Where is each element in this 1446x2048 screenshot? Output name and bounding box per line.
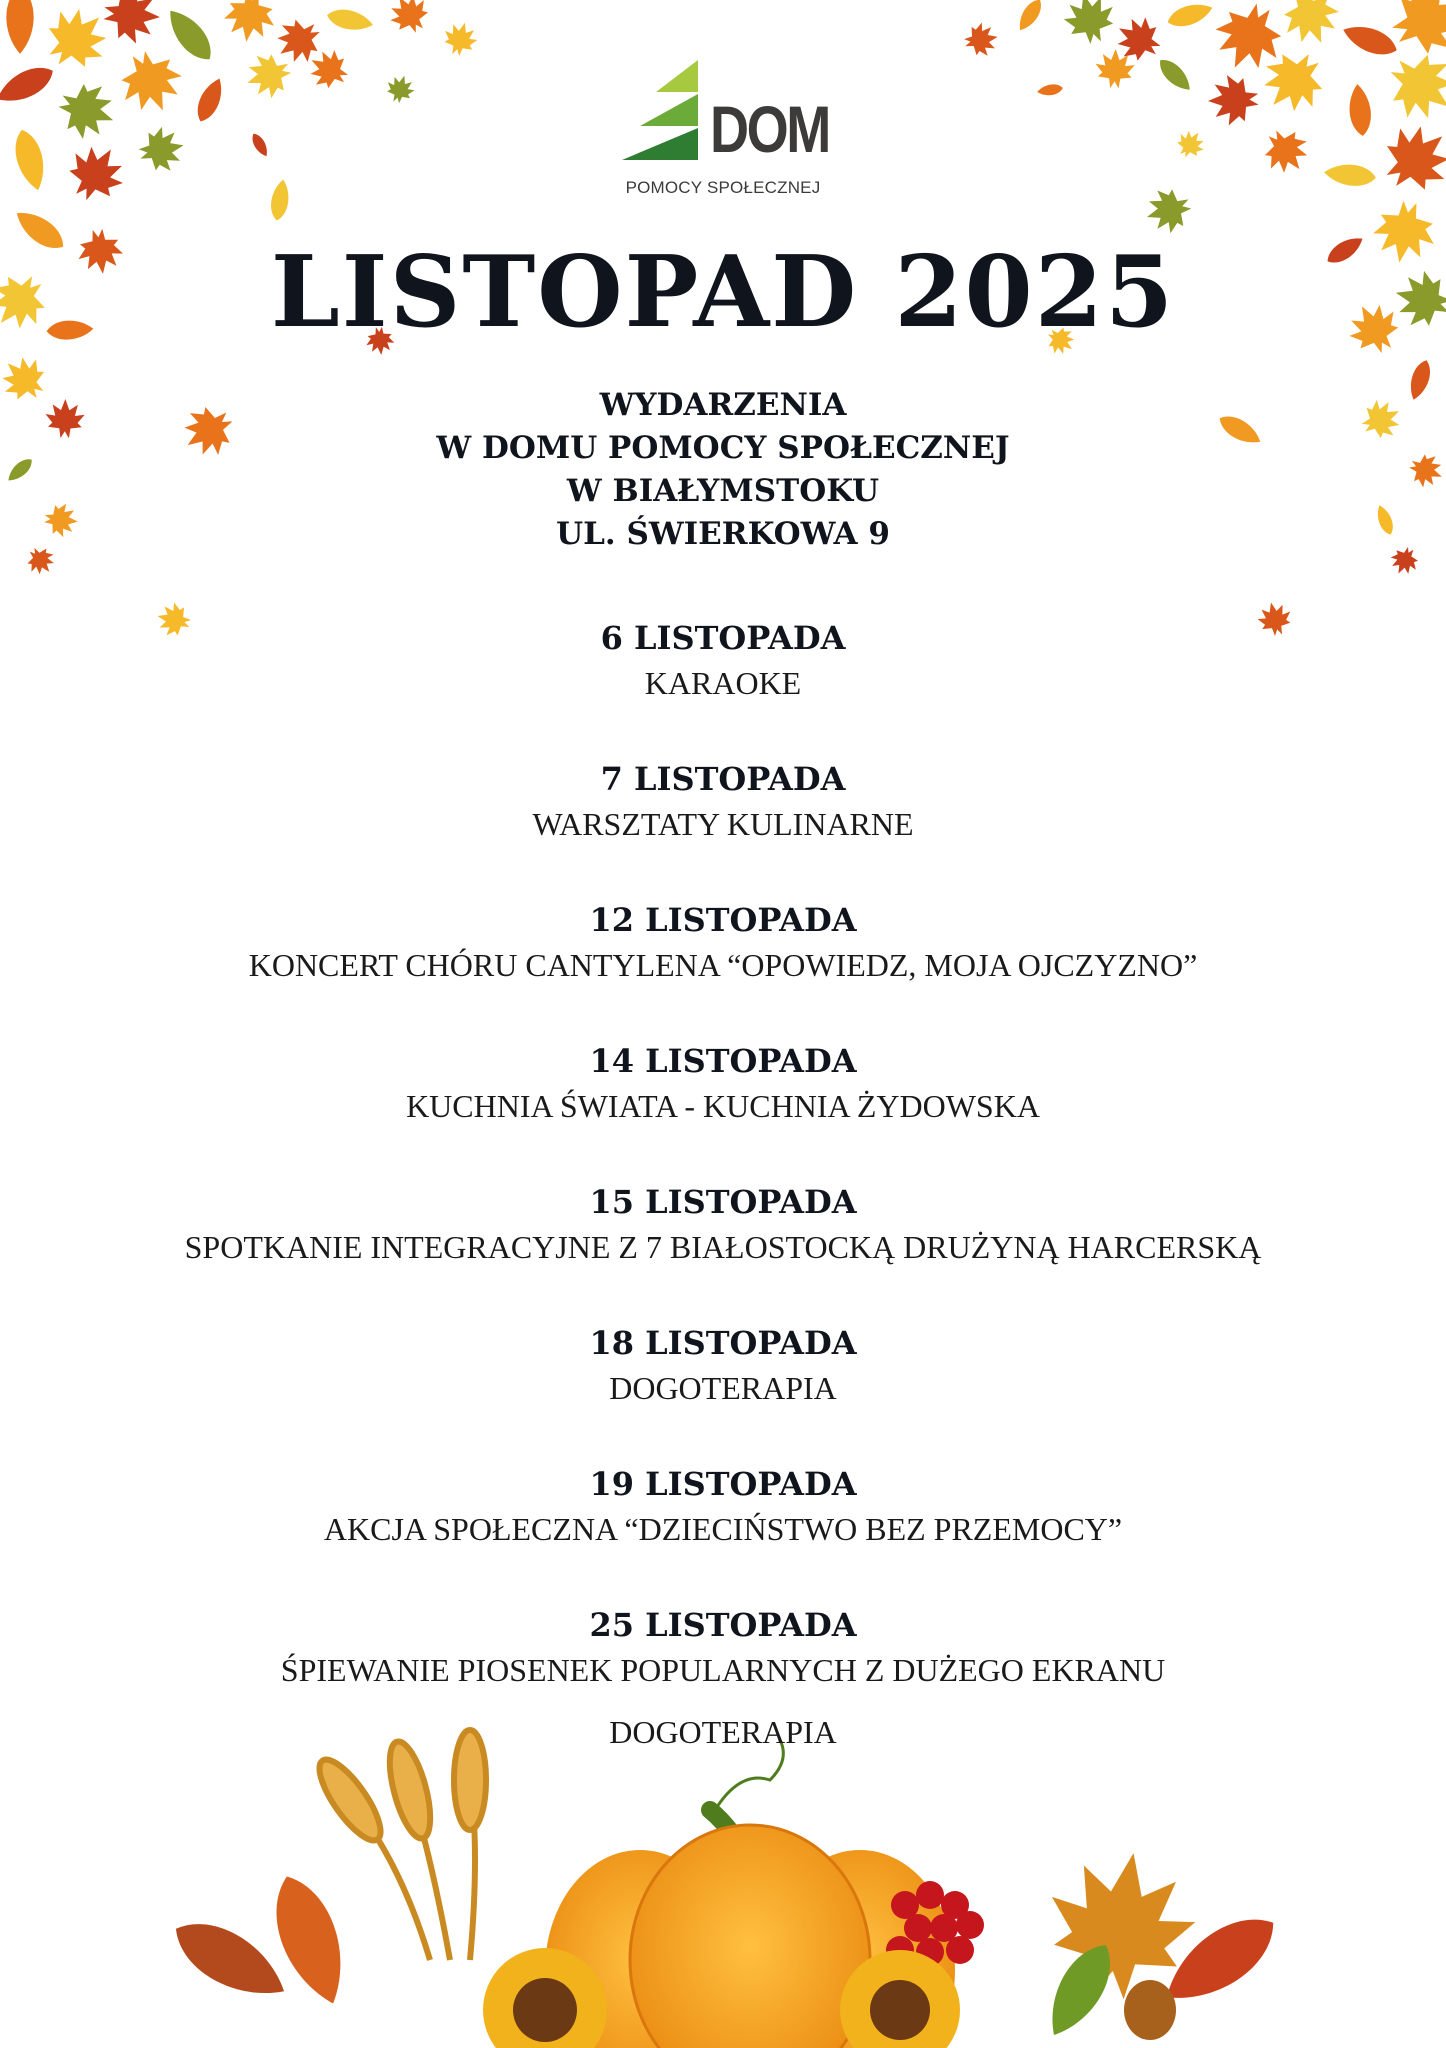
leaf-icon	[382, 0, 436, 41]
subtitle-line: UL. ŚWIERKOWA 9	[556, 516, 890, 552]
event-date: 25 LISTOPADA	[589, 1606, 857, 1644]
leaf-icon	[1207, 74, 1259, 126]
leaf-icon	[383, 72, 418, 107]
leaf-icon	[1140, 182, 1196, 238]
leaf-icon	[1014, 0, 1046, 34]
event-item	[0, 901, 1446, 983]
leaf-icon	[1347, 83, 1373, 137]
leaf-icon	[10, 127, 50, 194]
event-description: WARSZTATY KULINARNE	[532, 806, 914, 842]
subtitle-block	[0, 384, 1446, 556]
subtitle-line: W BIAŁYMSTOKU	[566, 473, 880, 509]
leaf-icon	[161, 3, 220, 67]
leaf-icon	[1255, 120, 1318, 183]
leaf-icon	[1274, 0, 1347, 53]
leaf-icon	[0, 60, 59, 111]
event-item	[0, 1324, 1446, 1406]
leaf-icon	[1036, 83, 1063, 97]
event-date: 6 LISTOPADA	[600, 619, 846, 657]
leaf-icon	[1323, 162, 1377, 188]
leaf-icon	[1250, 38, 1337, 125]
leaf-icon	[325, 6, 375, 34]
event-date: 12 LISTOPADA	[589, 901, 857, 939]
leaf-icon	[268, 178, 291, 222]
leaf-icon	[1165, 0, 1215, 31]
event-item	[0, 1465, 1446, 1547]
subtitle-line: WYDARZENIA	[599, 387, 847, 423]
event-description: KONCERT CHÓRU CANTYLENA “OPOWIEDZ, MOJA OJCZYZNO”	[248, 947, 1198, 983]
event-item	[0, 1042, 1446, 1124]
oak-leaf-icon	[163, 1907, 296, 2013]
page-title: LISTOPAD 2025	[270, 235, 1176, 350]
leaf-icon	[221, 0, 278, 45]
event-item	[0, 760, 1446, 842]
leaf-icon	[1369, 111, 1446, 206]
acorn-icon	[1124, 1980, 1176, 2040]
leaf-icon	[135, 123, 188, 176]
event-item	[0, 619, 1446, 701]
logo-word: DOM	[710, 92, 829, 166]
leaf-icon	[110, 42, 191, 123]
event-description: KARAOKE	[644, 665, 802, 701]
tree-logo-icon	[618, 60, 708, 180]
event-date: 7 LISTOPADA	[600, 760, 846, 798]
leaf-icon	[57, 135, 134, 212]
leaf-icon	[1059, 0, 1120, 49]
logo-subtitle: POMOCY SPOŁECZNEJ	[625, 178, 821, 197]
dps-logo	[618, 60, 828, 210]
harvest-illustration	[163, 1730, 1288, 2048]
leaf-icon	[249, 131, 271, 159]
leaf-icon	[1339, 19, 1401, 61]
event-item	[0, 1183, 1446, 1265]
leaf-icon	[51, 75, 123, 147]
event-date: 18 LISTOPADA	[589, 1324, 857, 1362]
leaf-icon	[6, 0, 33, 54]
leaf-icon	[240, 47, 297, 104]
event-item	[0, 1606, 1446, 1750]
event-description: DOGOTERAPIA	[609, 1714, 837, 1750]
leaf-icon	[192, 75, 228, 125]
leaf-icon	[962, 20, 1001, 59]
leaf-icon	[1154, 54, 1195, 95]
event-description: DOGOTERAPIA	[609, 1370, 837, 1406]
event-description: KUCHNIA ŚWIATA - KUCHNIA ŻYDOWSKA	[406, 1088, 1040, 1124]
wheat-icon	[309, 1730, 486, 1960]
event-date: 14 LISTOPADA	[589, 1042, 857, 1080]
event-description: ŚPIEWANIE PIOSENEK POPULARNYCH Z DUŻEGO EKRANU	[280, 1652, 1166, 1688]
leaf-icon	[102, 0, 162, 45]
event-description: SPOTKANIE INTEGRACYJNE Z 7 BIAŁOSTOCKĄ DRUŻYNĄ HARCERSKĄ	[184, 1229, 1262, 1265]
leaf-icon	[1380, 0, 1446, 68]
leaf-icon	[1171, 125, 1210, 164]
subtitle-line: W DOMU POMOCY SPOŁECZNEJ	[436, 430, 1010, 466]
event-date: 15 LISTOPADA	[589, 1183, 857, 1221]
event-description: AKCJA SPOŁECZNA “DZIECIŃSTWO BEZ PRZEMOCY”	[323, 1511, 1123, 1547]
leaf-icon	[440, 18, 482, 60]
event-date: 19 LISTOPADA	[589, 1465, 857, 1503]
